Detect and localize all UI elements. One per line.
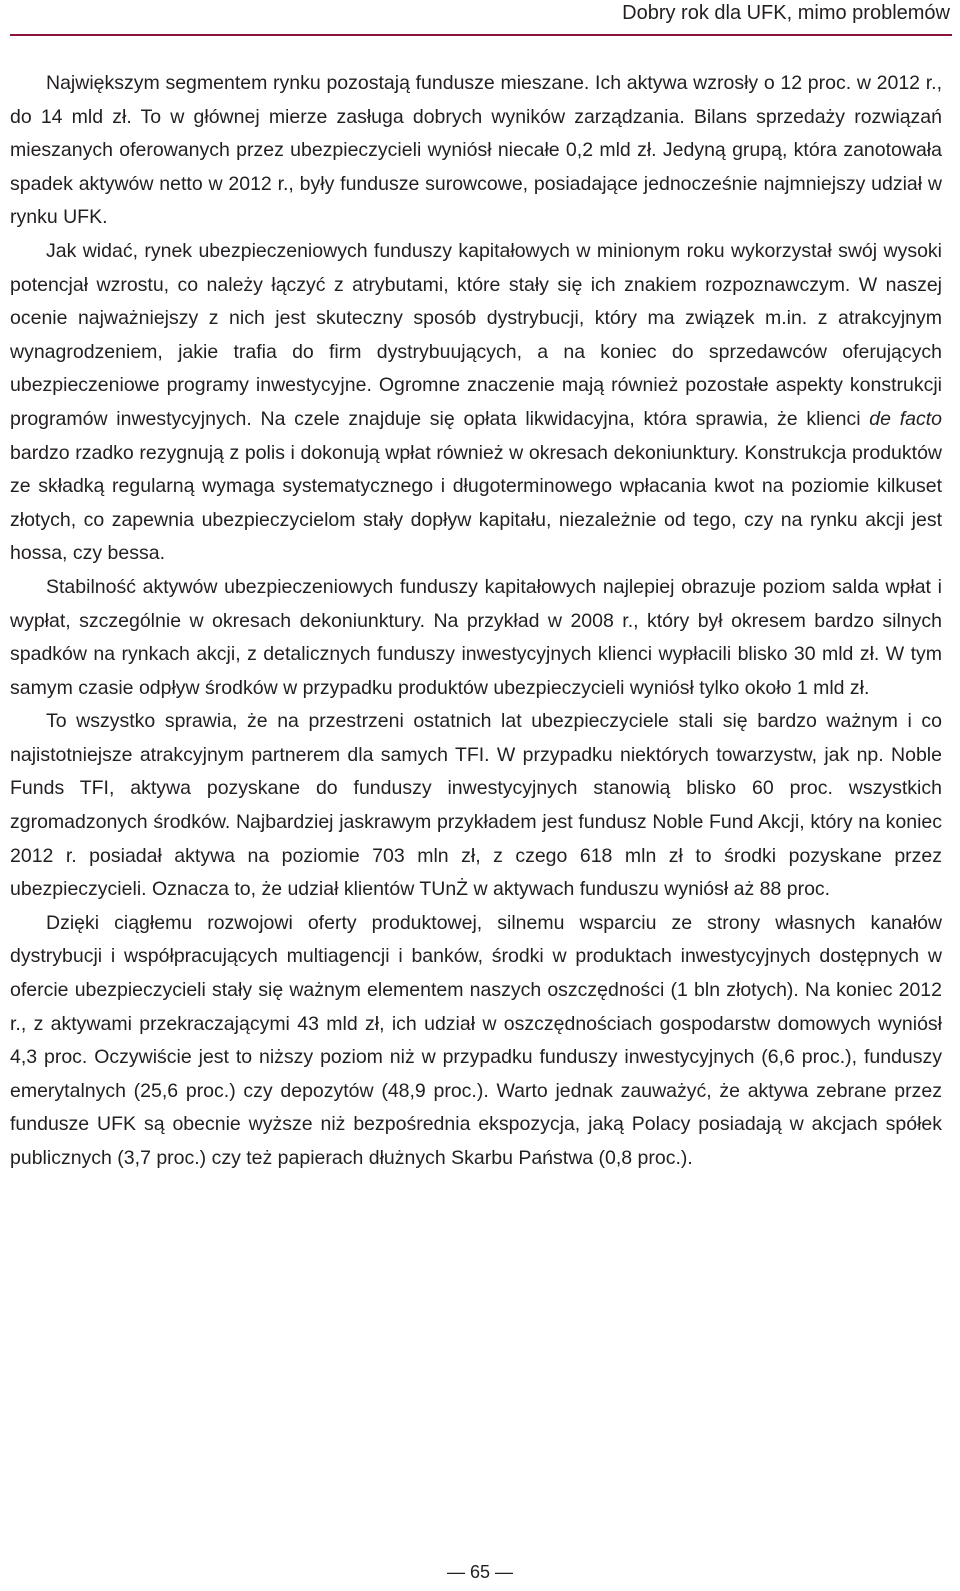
paragraph-distribution-part-2: bardzo rzadko rezygnują z polis i dokonują wpłat również w okresach dekoniunktury. Konstrukcja produktów ze składką regularną wymaga systematycznego i długoterminowego wpłacania kwot na poziomie kilkuset złotych, co zapewnia ubezpieczycielom stały dopływ kapitału, niezależnie od tego, czy na rynku akcji jest hossa, czy bessa. [10,441,942,565]
header-divider [10,34,952,36]
paragraph-savings-share: Dzięki ciągłemu rozwojowi oferty produktowej, silnemu wsparciu ze strony własnych kanałów dystrybucji i współpracujących multiagencji i banków, środki w produktach inwestycyjnych dostępnych w ofercie ubezpieczycieli stały się ważnym elementem naszych oszczędności (1 bln złotych). Na koniec 2012 r., z aktywami przekraczającymi 43 mld zł, ich udział w oszczędnościach gospodarstw domowych wyniósł 4,3 proc. Oczywiście jest to niższy poziom niż w przypadku funduszy inwestycyjnych (6,6 proc.), funduszy emerytalnych (25,6 proc.) czy depozytów (48,9 proc.). Warto jednak zauważyć, że aktywa zebrane przez fundusze UFK są obecnie wyższe niż bezpośrednia ekspozycja, jaką Polacy posiadają w akcjach spółek publicznych (3,7 proc.) czy też papierach dłużnych Skarbu Państwa (0,8 proc.). [10,911,942,1169]
running-header-title: Dobry rok dla UFK, mimo problemów [622,2,950,24]
paragraph-distribution-emphasis: de facto [869,407,942,430]
paragraph-distribution [10,235,942,571]
paragraph-mixed-funds: Największym segmentem rynku pozostają fundusze mieszane. Ich aktywa wzrosły o 12 proc. w 2012 r., do 14 mld zł. To w głównej mierze zasługa dobrych wyników zarządzania. Bilans sprzedaży rozwiązań mieszanych oferowanych przez ubezpieczycieli wyniósł niecałe 0,2 mld zł. Jedyną grupą, która zanotowała spadek aktywów netto w 2012 r., były fundusze surowcowe, posiadające jednocześnie najmniejszy udział w rynku UFK. [10,72,942,229]
page-number: — 65 — [446,1562,514,1582]
paragraph-partnership: To wszystko sprawia, że na przestrzeni ostatnich lat ubezpieczyciele stali się bardzo ważnym i co najistotniejsze atrakcyjnym partnerem dla samych TFI. W przypadku niektórych towarzystw, jak np. Noble Funds TFI, aktywa pozyskane do funduszy inwestycyjnych stanowią blisko 60 proc. wszystkich zgromadzonych środków. Najbardziej jaskrawym przykładem jest fundusz Noble Fund Akcji, który na koniec 2012 r. posiadał aktywa na poziomie 703 mln zł, z czego 618 mln zł to środki pozyskane przez ubezpieczycieli. Oznacza to, że udział klientów TUnŻ w aktywach funduszu wyniósł aż 88 proc. [10,710,942,901]
paragraph-stability: Stabilność aktywów ubezpieczeniowych funduszy kapitałowych najlepiej obrazuje poziom salda wpłat i wypłat, szczególnie w okresach dekoniunktury. Na przykład w 2008 r., który był okresem bardzo silnych spadków na rynkach akcji, z detalicznych funduszy inwestycyjnych klienci wypłacili blisko 30 mld zł. W tym samym czasie odpływ środków w przypadku produktów ubezpieczycieli wyniósł tylko około 1 mld zł. [10,575,942,699]
paragraph-distribution-part-1: Jak widać, rynek ubezpieczeniowych funduszy kapitałowych w minionym roku wykorzystał swój wysoki potencjał wzrostu, co należy łączyć z atrybutami, które stały się ich znakiem rozpoznawczym. W naszej ocenie najważniejszy z nich jest skuteczny sposób dystrybucji, który ma związek m.in. z atrakcyjnym wynagrodzeniem, jakie trafia do firm dystrybuujących, a na koniec do sprzedawców oferujących ubezpieczeniowe programy inwestycyjne. Ogromne znaczenie mają również pozostałe aspekty konstrukcji programów inwestycyjnych. Na czele znajduje się opłata likwidacyjna, która sprawia, że klienci [10,239,942,430]
article-body [10,67,942,1176]
